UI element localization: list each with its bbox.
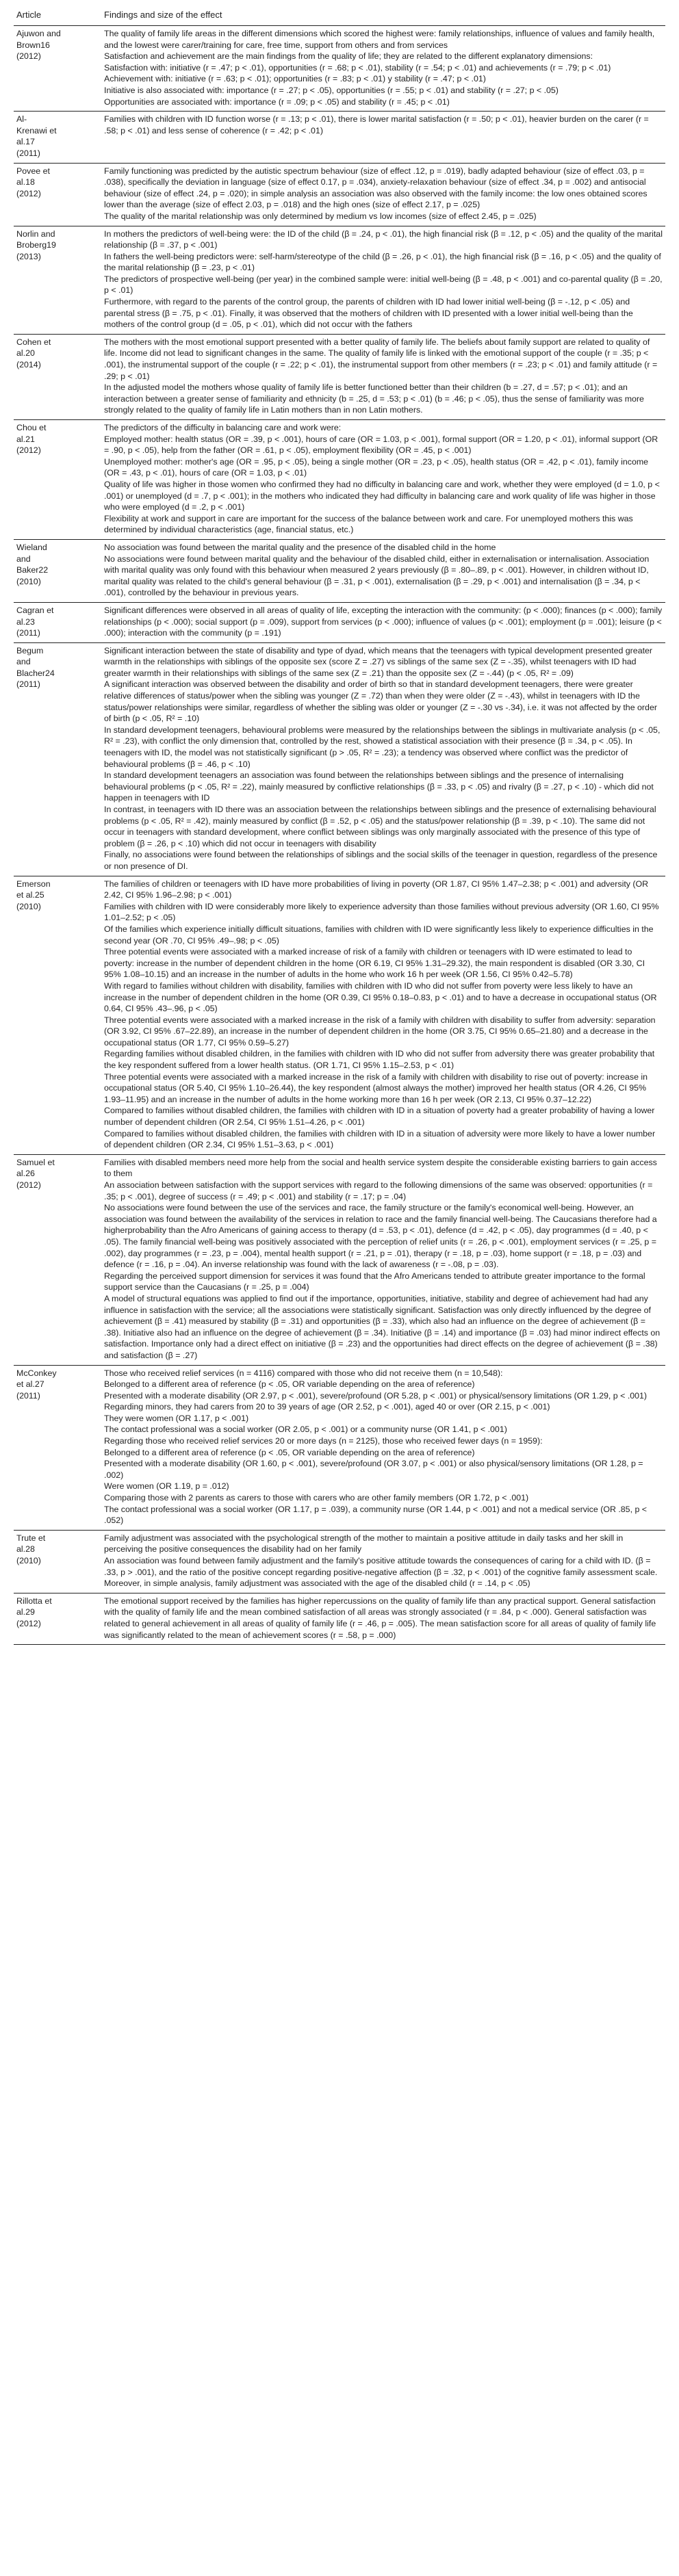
article-cell: Cohen et al.20 (2014) bbox=[14, 334, 101, 419]
table-row bbox=[14, 1154, 665, 1365]
finding-paragraph: Presented with a moderate disability (OR 2.97, p < .001), severe/profound (OR 5.28, p < .001) or physical/sensory limitations (OR 1.29, p < .001) bbox=[104, 1390, 648, 1401]
finding-paragraph: Flexibility at work and support in care are important for the success of the balance between work and care. For unemployed mothers this was determined by individual characteristics (age, financial status, etc.) bbox=[104, 513, 633, 535]
column-header-article: Article bbox=[14, 0, 101, 26]
finding-paragraph: In standard development teenagers, behavioural problems were measured by the relationships between the siblings in multivariate analysis (p < .05, R² = .23), with conflict the only dimension that, controlled by the rest, showed a statistical association with their presence (β = .34, p < .05). In teenagers with ID, the model was not statistically significant (p > .05, R² = .23); a tendency was observed where conflict was the predictor of behavioural problems (β = .46, p < .10) bbox=[104, 725, 661, 769]
finding-paragraph: The contact professional was a social worker (OR 1.17, p = .039), a community nurse (OR 1.44, p < .001) and not a medical service (OR .85, p < .052) bbox=[104, 1504, 648, 1526]
findings-cell bbox=[101, 539, 665, 602]
article-cell: Wieland and Baker22 (2010) bbox=[14, 539, 101, 602]
table-row bbox=[14, 112, 665, 163]
table-row bbox=[14, 334, 665, 419]
findings-table bbox=[14, 0, 665, 1645]
findings-cell bbox=[101, 1365, 665, 1530]
finding-paragraph: Comparing those with 2 parents as carers to those with carers who are other family members (OR 1.72, p < .001) bbox=[104, 1493, 529, 1503]
finding-paragraph: In fathers the well-being predictors were: self-harm/stereotype of the child (β = .26, p < .01), the high financial risk (β = .16, p < .05) and the quality of the marital relationship (β = .23, p < .01) bbox=[104, 251, 661, 273]
article-cell: Norlin and Broberg19 (2013) bbox=[14, 226, 101, 334]
table-row bbox=[14, 642, 665, 876]
finding-paragraph: An association between satisfaction with the support services with regard to the following dimensions of the same was observed: opportunities (r = .35; p < .001), degree of success (r = .49; p < .001) and stability (r = .17; p = .04) bbox=[104, 1180, 653, 1201]
finding-paragraph: Of the families which experience initially difficult situations, families with children with ID were significantly less likely to experience difficulties in the second year (OR .70, CI 95% .49–.98; p < .05) bbox=[104, 924, 654, 946]
finding-paragraph: Initiative is also associated with: importance (r = .27; p < .05), opportunities (r = .55; p < .01) and stability (r = .27; p < .05) bbox=[104, 85, 559, 95]
finding-paragraph: The predictors of prospective well-being (per year) in the combined sample were: initial well-being (β = .48, p < .001) and co-parental quality (β = .20, p < .01) bbox=[104, 274, 663, 296]
findings-cell bbox=[101, 602, 665, 642]
finding-paragraph: Satisfaction with: initiative (r = .47; p < .01), opportunities (r = .68; p < .01), stability (r = .54; p < .01) and achievements (r = .79; p < .01) bbox=[104, 62, 611, 73]
finding-paragraph: The emotional support received by the families has higher repercussions on the quality of family life than any practical support. General satisfaction with the quality of family life and the mean combined satisfaction of all areas was strongly associated (r = .84, p < .000). General satisfaction was related to general achievement in all areas of quality of family life (r = .46, p = .005). The mean satisfaction score for all areas of quality of family life was significantly related to the mean of achievement scores (r = .58, p = .000) bbox=[104, 1596, 656, 1640]
findings-cell bbox=[101, 334, 665, 419]
finding-paragraph: Finally, no associations were found between the relationships of siblings and the social skills of the teenager in question, regardless of the presence or non presence of DI. bbox=[104, 850, 658, 871]
table-row bbox=[14, 1593, 665, 1644]
column-header-findings: Findings and size of the effect bbox=[101, 0, 665, 26]
finding-paragraph: Moreover, in simple analysis, family adjustment was associated with the age of the disabled child (r = .14, p < .05) bbox=[104, 1578, 530, 1589]
table-row bbox=[14, 602, 665, 642]
finding-paragraph: They were women (OR 1.17, p < .001) bbox=[104, 1413, 249, 1423]
finding-paragraph: Satisfaction and achievement are the main findings from the quality of life; they are related to the different explanatory dimensions: bbox=[104, 51, 593, 62]
finding-paragraph: Three potential events were associated with a marked increase in the risk of a family with children with disability to rise out of poverty: increase in occupational status (OR 5.40, CI 95% 1.10–26.44), the key respondent (almost always the mother) improved her health status (OR 4.26, CI 95% 1.93–11.95) and an increase in the number of adults in the home working more than 16 h per week (OR 2.13, CI 95% 0.37–12.22) bbox=[104, 1071, 648, 1104]
finding-paragraph: Compared to families without disabled children, the families with children with ID in a situation of adversity were more likely to have a lower number of dependent children (OR 2.34, CI 95% 1.51–3.63, p < .001) bbox=[104, 1128, 656, 1150]
finding-paragraph: Regarding families without disabled children, in the families with children with ID who did not suffer from adversity there was greater probability that the key respondent suffered from a lower health status. (OR 1.71, CI 95% 1.15–2.53, p < .01) bbox=[104, 1049, 655, 1071]
table-row bbox=[14, 1530, 665, 1593]
finding-paragraph: The quality of the marital relationship was only determined by medium vs low incomes (size of effect 2.45, p = .025) bbox=[104, 211, 537, 221]
finding-paragraph: Opportunities are associated with: importance (r = .09; p < .05) and stability (r = .45; p < .01) bbox=[104, 96, 450, 107]
finding-paragraph: In standard development teenagers an association was found between the relationships between siblings and the presence of internalising behavioural problems (p < .05, R² = .22), mainly measured by conflictive relationships (β = .33, p < .05) and rivalry (β = .27, p < .10) - which did not happen in teenagers with ID bbox=[104, 770, 654, 803]
finding-paragraph: Those who received relief services (n = 4116) compared with those who did not receive them (n = 10,548): bbox=[104, 1368, 503, 1378]
table-row bbox=[14, 1365, 665, 1530]
finding-paragraph: Unemployed mother: mother's age (OR = .95, p < .05), being a single mother (OR = .23, p < .05), health status (OR = .42, p < .01), family income (OR = .43, p < .01), hours of care (OR = 1.03, p < .01) bbox=[104, 456, 649, 478]
page bbox=[14, 0, 665, 1645]
finding-paragraph: Significant interaction between the state of disability and type of dyad, which means that the teenagers with typical development presented greater warmth in the relationships with siblings of the opposite sex (score Z = .27) vs siblings of the same sex (Z = -.35), whilst teenagers with ID had greater warmth in their relationships with siblings of the same sex (Z = .21) than the opposite sex (Z = -.44) (p < .05, R² = .09) bbox=[104, 645, 653, 678]
finding-paragraph: An association was found between family adjustment and the family's positive attitude towards the consequences of caring for a child with ID. (β = .33, p > .001), and the ratio of the positive concept regarding positive-negative affection (β = .32, p < .001) of the cognitive family assessment scale. bbox=[104, 1556, 658, 1577]
finding-paragraph: A model of structural equations was applied to find out if the importance, opportunities, initiative, stability and degree of achievement had had any influence in satisfaction with the service; all the associations were statistically significant. Satisfaction was only directly influenced by the degree of achievement (β = .41) measured by stability (β = .31) and opportunities (β = .33), which also had an influence on the degree of achievement (β = .38). Initiative also had an influence on the degree of achievement (β = .34). Initiative (β = .14) and importance (β = .03) had minor indirect effects on satisfaction. Importance only had a direct effect on initiative (β = .23) and the opportunities had direct effects on the degree of achievement (β = .38) and satisfaction (β = .27) bbox=[104, 1293, 661, 1360]
finding-paragraph: Families with children with ID were considerably more likely to experience adversity than those families without previous adversity (OR 1.60, CI 95% 1.01–2.52; p < .05) bbox=[104, 901, 659, 923]
article-cell: Al- Krenawi et al.17 (2011) bbox=[14, 112, 101, 163]
findings-cell bbox=[101, 163, 665, 226]
finding-paragraph: Three potential events were associated with a marked increase in the risk of a family with children with disability to suffer from adversity: separation (OR 3.92, CI 95% .67–22.89), an increase in the number of dependent children in the home (OR 3.75, CI 95% 0.65–21.80) and a decrease in the occupational status (OR 1.77, CI 95% 0.59–5.27) bbox=[104, 1015, 656, 1048]
finding-paragraph: Significant differences were observed in all areas of quality of life, excepting the interaction with the community: (p < .000); finances (p < .000); family relationships (p < .000); social support (p = .009), support from services (p < .000); influence of values (p < .001); employment (p = .001); leisure (p < .000); interaction with the community (p = .191) bbox=[104, 605, 663, 638]
article-cell: Trute et al.28 (2010) bbox=[14, 1530, 101, 1593]
finding-paragraph: In mothers the predictors of well-being were: the ID of the child (β = .24, p < .01), the high financial risk (β = .12, p < .05) and the quality of the marital relationship (β = .37, p < .001) bbox=[104, 229, 663, 250]
finding-paragraph: Quality of life was higher in those women who confirmed they had no difficulty in balancing care and work, whether they were employed (d = 1.0, p < .001) or unemployed (d = .7, p < .001); in the mothers who indicated they had difficulty in balancing care and work quality of life was higher in those who were employed (d = .2, p < .001) bbox=[104, 479, 660, 512]
finding-paragraph: Belonged to a different area of reference (p < .05, OR variable depending on the area of reference) bbox=[104, 1447, 475, 1457]
finding-paragraph: Achievement with: initiative (r = .63; p < .01); opportunities (r = .83; p < .01) y stability (r = .47; p < .01) bbox=[104, 74, 486, 84]
finding-paragraph: Regarding those who received relief services 20 or more days (n = 2125), those who received fewer days (n = 1959): bbox=[104, 1436, 543, 1446]
finding-paragraph: The contact professional was a social worker (OR 2.05, p < .001) or a community nurse (OR 1.41, p < .001) bbox=[104, 1424, 507, 1435]
findings-cell bbox=[101, 1154, 665, 1365]
finding-paragraph: In the adjusted model the mothers whose quality of family life is better functioned better than their children (b = .27, d = .57; p < .01); and an interaction between a greater sense of familiarity and ethnicity (b = .25, d = .53; p < .01) (b = .46; p < .05), thus the sense of familiarity was more strongly related to the quality of family life in Latin mothers than in non Latin mothers. bbox=[104, 382, 644, 415]
finding-paragraph: The quality of family life areas in the different dimensions which scored the highest were: family relationships, influence of values and family health, and the lowest were carer/training for care, free time, support from others and from services bbox=[104, 29, 655, 50]
findings-cell bbox=[101, 876, 665, 1154]
finding-paragraph: Families with disabled members need more help from the social and health service system despite the considerable existing barriers to gain access to them bbox=[104, 1157, 657, 1179]
article-cell: Povee et al.18 (2012) bbox=[14, 163, 101, 226]
finding-paragraph: Regarding minors, they had carers from 20 to 39 years of age (OR 2.52, p < .001), aged 40 or over (OR 2.15, p < .001) bbox=[104, 1402, 550, 1412]
article-cell: Samuel et al.26 (2012) bbox=[14, 1154, 101, 1365]
findings-cell bbox=[101, 1530, 665, 1593]
finding-paragraph: Regarding the perceived support dimension for services it was found that the Afro Americans tended to attribute greater importance to the formal support service than the Caucasians (r = .25, p = .004) bbox=[104, 1271, 645, 1292]
finding-paragraph: Compared to families without disabled children, the families with children with ID in a situation of poverty had a greater probability of having a lower number of dependent children (OR 2.54, CI 95% 1.51–4.26, p < .001) bbox=[104, 1106, 655, 1128]
article-cell: McConkey et al.27 (2011) bbox=[14, 1365, 101, 1530]
article-cell: Rillotta et al.29 (2012) bbox=[14, 1593, 101, 1644]
table-header-row bbox=[14, 0, 665, 26]
finding-paragraph: The families of children or teenagers with ID have more probabilities of living in poverty (OR 1.87, CI 95% 1.47–2.38; p < .001) and adversity (OR 2.42, CI 95% 1.96–2.98; p < .001) bbox=[104, 879, 649, 900]
finding-paragraph: No associations were found between marital quality and the behaviour of the disabled child, either in externalisation or internalisation. Association with marital quality was only found with this behaviour when measured 2 years previously (β = .80–.89, p < .001). However, in children without ID, marital quality was related to the child's general behaviour (β = .31, p < .001), externalisation (β = .29, p < .001) and internalisation (β = .34, p < .001), controlled by the behaviour in previous years. bbox=[104, 554, 650, 598]
finding-paragraph: Family adjustment was associated with the psychological strength of the mother to maintain a positive attitude in daily tasks and her skill in perceiving the positive consequences the disability had on her family bbox=[104, 1533, 624, 1554]
finding-paragraph: Belonged to a different area of reference (p < .05, OR variable depending on the area of reference) bbox=[104, 1379, 475, 1390]
article-cell: Begum and Blacher24 (2011) bbox=[14, 642, 101, 876]
finding-paragraph: Three potential events were associated with a marked increase of risk of a family with children or teenagers with ID were estimated to lead to poverty: increase in the number of dependent children in the home (OR 6.19, CI 95% 1.31–29.32), the main respondent is disabled (OR 3.30, CI 95% 1.08–10.15) and an increase in the number of adults in the home who work 16 h per week (OR 1.56, CI 95% 0.42–5.78) bbox=[104, 947, 645, 980]
finding-paragraph: Furthermore, with regard to the parents of the control group, the parents of children with ID had lower initial well-being (β = -.12, p < .05) and parental stress (β = .75, p < .01). Finally, it was observed that the mothers of children with ID presented with a lower initial well-being than the mothers of the control group (d = .05, p < .01), which did not occur with the fathers bbox=[104, 297, 633, 330]
table-row bbox=[14, 539, 665, 602]
table-row bbox=[14, 876, 665, 1154]
table-row bbox=[14, 163, 665, 226]
finding-paragraph: No associations were found between the use of the services and race, the family structure or the family's economical well-being. However, an association was found between the availability of the services in relation to race and the family financial well-being. The Caucasians therefore had a higherprobability than the Afro Americans of gaining access to therapy (d = .53, p < .01), defence (d = .42, p < .05), day programmes (d = .40, p < .05). The family financial well-being was positively associated with the perception of relief units (r = .26, p < .001), employment services (r = .25, p = .002), day programmes (r = .23, p = .004), mental health support (r = .21, p = .01), therapy (r = .18, p = .03), home support (r = .18, p = .03) and defence (r = .16, p = .04). An inverse relationship was found with the lack of awareness (r = -.08, p = .03). bbox=[104, 1203, 657, 1270]
article-cell: Cagran et al.23 (2011) bbox=[14, 602, 101, 642]
table-row bbox=[14, 420, 665, 540]
finding-paragraph: Employed mother: health status (OR = .39, p < .001), hours of care (OR = 1.03, p < .001), formal support (OR = 1.20, p < .01), informal support (OR = .90, p < .05), help from the father (OR = .61, p < .05), employment flexibility (OR = .45, p < .001) bbox=[104, 434, 658, 456]
finding-paragraph: Families with children with ID function worse (r = .13; p < .01), there is lower marital satisfaction (r = .50; p < .01), heavier burden on the carer (r = .58; p < .01) and less sense of coherence (r = .42; p < .01) bbox=[104, 114, 649, 135]
finding-paragraph: A significant interaction was observed between the disability and order of birth so that in standard development teenagers, there were greater relative differences of status/power when the sibling was younger (Z = .72) than when they were older (Z = -.43), whilst in teenagers with ID the status/power relationships were similar, regardless of whether the sibling was older or younger (Z = -.30 vs -.34), i.e. it was not affected by the order of birth (p < .05, R² = .10) bbox=[104, 679, 657, 724]
findings-cell bbox=[101, 420, 665, 540]
finding-paragraph: The mothers with the most emotional support presented with a better quality of family life. The beliefs about family support are related to quality of life. Income did not lead to significant changes in the same. The quality of family life is linked with the emotional support of the couple (r = .35; p < .001), the instrumental support of the couple (r = .22; p < .01), the instrumental support from other members (r = .23; p < .01) and family attitude (r = .29; p < .01) bbox=[104, 337, 658, 381]
article-cell: Chou et al.21 (2012) bbox=[14, 420, 101, 540]
findings-cell bbox=[101, 112, 665, 163]
table-row bbox=[14, 226, 665, 334]
findings-cell bbox=[101, 1593, 665, 1644]
finding-paragraph: Were women (OR 1.19, p = .012) bbox=[104, 1481, 229, 1492]
finding-paragraph: In contrast, in teenagers with ID there was an association between the relationships between siblings and the presence of externalising behavioural problems (p < .05, R² = .42), mainly measured by conflict (β = .52, p < .05) and the status/power relationship (β = .39, p < .10). The same did not occur in teenagers with standard development, where conflict between siblings was only marginally associated with the presence of this type of problem (β = .26, p < .10) which did not occur in teenagers with disability bbox=[104, 805, 656, 848]
finding-paragraph: Presented with a moderate disability (OR 1.60, p < .001), severe/profound (OR 3.07, p < .001) or also physical/sensory limitations (OR 1.28, p = .002) bbox=[104, 1459, 643, 1480]
table-row bbox=[14, 26, 665, 112]
finding-paragraph: With regard to families without children with disability, families with children with ID who did not suffer from poverty were less likely to have an increase in the number of dependent children in the home (OR 0.39, CI 95% 0.18–0.83, p < .01) and to have a decrease in occupational status (OR 0.64, CI 95% .43–.96, p < .05) bbox=[104, 980, 657, 1014]
finding-paragraph: Family functioning was predicted by the autistic spectrum behaviour (size of effect .12, p = .019), badly adapted behaviour (size of effect .03, p = .038), specifically the deviation in language (size of effect 0.17, p = .034), anxiety-relaxation behaviour (size of effect .34, p = .002) and antisocial behaviour (size of effect .24, p = .020); in simple analysis an association was also observed with the family income: the low ones obtained scores lower than the average (size of effect 2.03, p = .018) and the high ones (size of effect 2.17, p = .025) bbox=[104, 166, 648, 210]
findings-cell bbox=[101, 26, 665, 112]
findings-cell bbox=[101, 642, 665, 876]
article-cell: Ajuwon and Brown16 (2012) bbox=[14, 26, 101, 112]
article-cell: Emerson et al.25 (2010) bbox=[14, 876, 101, 1154]
findings-cell bbox=[101, 226, 665, 334]
table-body bbox=[14, 26, 665, 1645]
finding-paragraph: The predictors of the difficulty in balancing care and work were: bbox=[104, 423, 342, 432]
finding-paragraph: No association was found between the marital quality and the presence of the disabled child in the home bbox=[104, 542, 496, 552]
